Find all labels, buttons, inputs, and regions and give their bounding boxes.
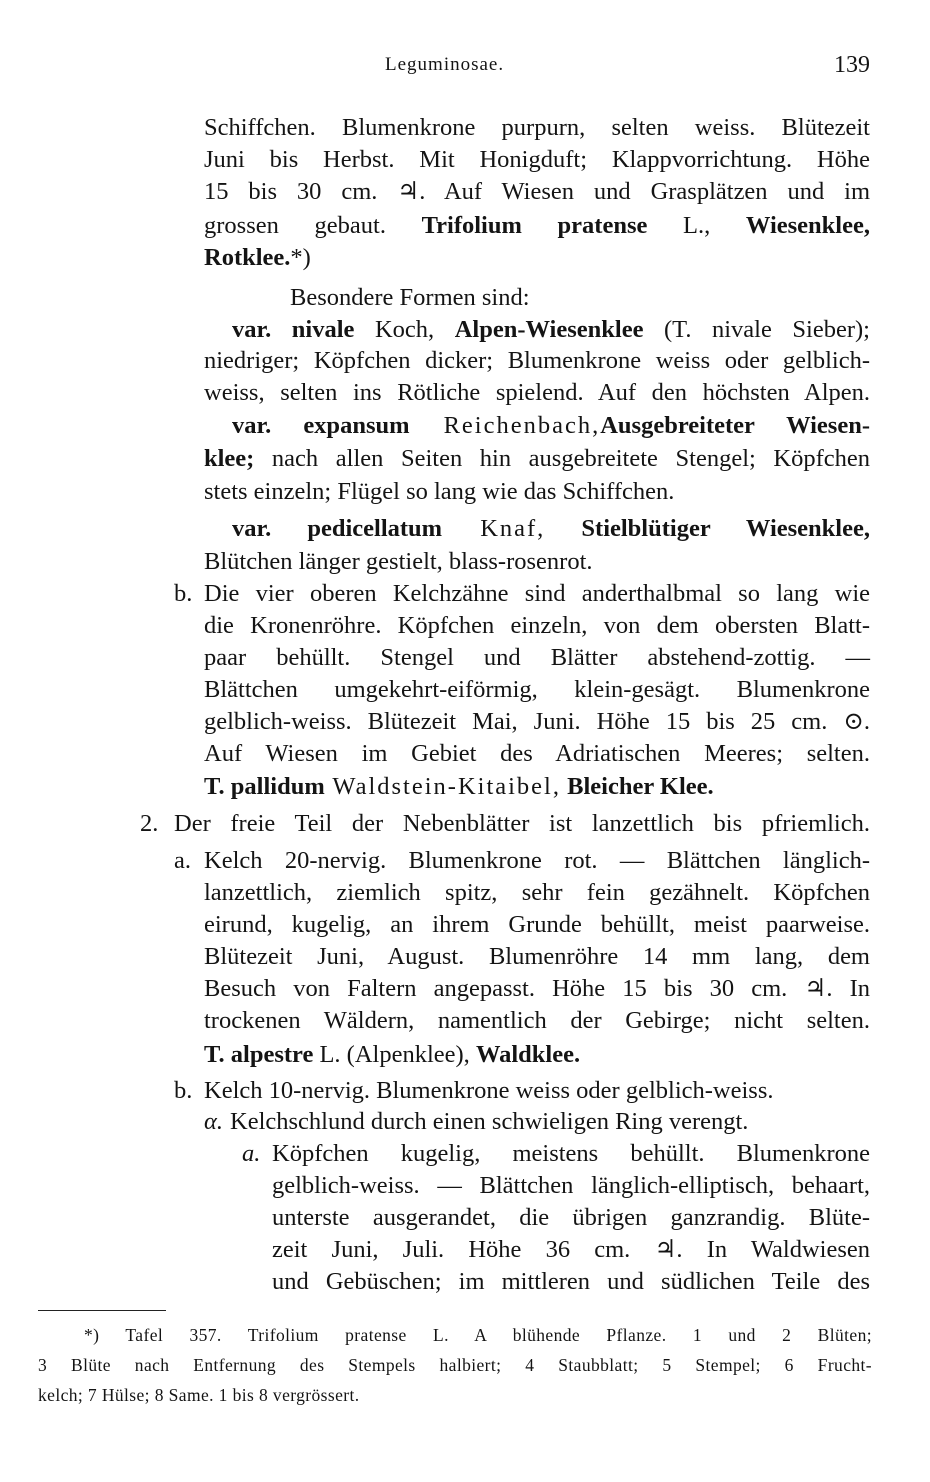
text-segment: gelblich-weiss. Blütezeit Mai, Juni. Höhe 15 bis 25 cm. ⊙.	[204, 708, 870, 735]
text-line	[204, 738, 870, 770]
text-line	[204, 144, 870, 176]
text-segment	[545, 515, 581, 542]
text-line	[232, 314, 870, 346]
item-label: a.	[174, 847, 191, 874]
item-label: b.	[174, 580, 193, 607]
text-line	[290, 282, 530, 314]
bold-term: var. pedicellatum	[232, 515, 443, 542]
bold-term: Stielblütiger Wiesenklee,	[581, 515, 870, 542]
bold-term: Rotklee.	[204, 244, 291, 271]
text-segment: trockenen Wäldern, namentlich der Gebirge; nicht selten.	[204, 1007, 870, 1034]
text-segment: 15 bis 30 cm. ♃. Auf Wiesen und Grasplätzen und im	[204, 178, 870, 205]
text-line	[204, 1039, 580, 1071]
text-line	[204, 377, 870, 409]
text-segment: Besondere Formen sind:	[290, 284, 530, 311]
text-segment: Blütchen länger gestielt, blass-rosenrot.	[204, 548, 593, 575]
text-line	[272, 1138, 870, 1170]
text-line	[204, 546, 593, 578]
text-segment: unterste ausgerandet, die übrigen ganzrandig. Blüte-	[272, 1204, 870, 1231]
text-segment: Der freie Teil der Nebenblätter ist lanzettlich bis pfriemlich.	[174, 810, 870, 837]
bold-term: var. nivale	[232, 316, 355, 343]
text-segment: Kelchschlund durch einen schwieligen Ring verengt.	[230, 1108, 749, 1135]
text-line	[232, 410, 870, 442]
footnote-line: *) Tafel 357. Trifolium pratense L. A blühende Pflanze. 1 und 2 Blüten;	[84, 1325, 872, 1345]
page-header	[0, 52, 930, 82]
footnote-line: kelch; 7 Hülse; 8 Same. 1 bis 8 vergrössert.	[38, 1385, 360, 1405]
text-segment: Knaf,	[442, 515, 546, 542]
running-title: Leguminosae.	[385, 54, 505, 75]
bold-term: T. alpestre	[204, 1041, 314, 1068]
text-line	[204, 476, 674, 508]
text-line	[204, 706, 870, 738]
text-segment: Reichenbach,	[409, 412, 601, 439]
text-segment: Waldstein-Kitaibel,	[324, 773, 561, 800]
bold-term: Bleicher Klee.	[567, 773, 714, 800]
text-segment: lanzettlich, ziemlich spitz, sehr fein gezähnelt. Köpfchen	[204, 879, 870, 906]
text-line	[204, 674, 870, 706]
text-segment: paar behüllt. Stengel und Blätter abstehend-zottig. —	[204, 644, 870, 671]
text-line	[272, 1202, 870, 1234]
bold-term: Alpen-Wiesenklee	[454, 316, 644, 343]
footnote-rule	[38, 1310, 166, 1311]
item-label: α.	[204, 1108, 223, 1135]
text-line	[272, 1266, 870, 1298]
text-segment: Besuch von Faltern angepasst. Höhe 15 bis 30 cm. ♃. In	[204, 975, 870, 1002]
text-line	[204, 176, 870, 208]
text-segment: L. (Alpenklee),	[313, 1041, 476, 1068]
bold-term: var. expansum	[232, 412, 410, 439]
item-label: 2.	[140, 810, 159, 837]
text-segment: (T. nivale Sieber);	[643, 316, 870, 343]
text-line	[204, 845, 870, 877]
text-line	[204, 1075, 773, 1107]
text-segment: die Kronenröhre. Köpfchen einzeln, von dem obersten Blatt-	[204, 612, 870, 639]
text-line	[204, 642, 870, 674]
bold-term: Trifolium pratense	[421, 212, 648, 239]
bold-term: Waldklee.	[475, 1041, 581, 1068]
text-segment: niedriger; Köpfchen dicker; Blumenkrone weiss oder gelblich-	[204, 347, 870, 374]
text-segment: stets einzeln; Flügel so lang wie das Schiffchen.	[204, 478, 675, 505]
text-segment: nach allen Seiten hin ausgebreitete Stengel; Köpfchen	[254, 445, 870, 472]
text-segment: Blütezeit Juni, August. Blumenröhre 14 mm lang, dem	[204, 943, 870, 970]
bold-term: T. pallidum	[204, 773, 325, 800]
text-segment: *)	[290, 244, 311, 271]
text-segment: Blättchen umgekehrt-eiförmig, klein-gesägt. Blumenkrone	[204, 676, 870, 703]
text-line	[204, 345, 870, 377]
text-segment: zeit Juni, Juli. Höhe 36 cm. ♃. In Waldwiesen	[272, 1236, 870, 1263]
text-segment: gelblich-weiss. — Blättchen länglich-elliptisch, behaart,	[272, 1172, 870, 1199]
text-segment: Kelch 20-nervig. Blumenkrone rot. — Blättchen länglich-	[204, 847, 870, 874]
text-segment: L.,	[647, 212, 746, 239]
text-line	[204, 443, 870, 475]
text-segment: Die vier oberen Kelchzähne sind anderthalbmal so lang wie	[204, 580, 870, 607]
text-line	[204, 210, 870, 242]
item-label: a.	[242, 1140, 261, 1167]
bold-term: klee;	[204, 445, 255, 472]
text-segment: eirund, kugelig, an ihrem Grunde behüllt, meist paarweise.	[204, 911, 870, 938]
text-line	[230, 1106, 748, 1138]
text-line	[204, 877, 870, 909]
text-line	[204, 1005, 870, 1037]
footnote-line: 3 Blüte nach Entfernung des Stempels halbiert; 4 Staubblatt; 5 Stempel; 6 Frucht-	[38, 1355, 872, 1375]
text-line	[204, 610, 870, 642]
text-segment: Schiffchen. Blumenkrone purpurn, selten weiss. Blütezeit	[204, 114, 870, 141]
bold-term: Ausgebreiteter Wiesen-	[600, 412, 870, 439]
bold-term: Wiesenklee,	[745, 212, 870, 239]
text-line	[204, 771, 714, 803]
text-line	[232, 513, 870, 545]
text-segment: Juni bis Herbst. Mit Honigduft; Klappvorrichtung. Höhe	[204, 146, 870, 173]
text-line	[204, 909, 870, 941]
text-line	[174, 808, 870, 840]
text-segment: Auf Wiesen im Gebiet des Adriatischen Meeres; selten.	[204, 740, 870, 767]
text-segment: Kelch 10-nervig. Blumenkrone weiss oder gelblich-weiss.	[204, 1077, 774, 1104]
text-line	[204, 941, 870, 973]
text-line	[204, 242, 311, 274]
text-segment: und Gebüschen; im mittleren und südlichen Teile des	[272, 1268, 870, 1295]
text-line	[272, 1170, 870, 1202]
text-line	[272, 1234, 870, 1266]
text-line	[204, 578, 870, 610]
page-number: 139	[834, 52, 870, 78]
item-label: b.	[174, 1077, 193, 1104]
text-line	[204, 112, 870, 144]
text-segment: Köpfchen kugelig, meistens behüllt. Blumenkrone	[272, 1140, 870, 1167]
text-segment: grossen gebaut.	[204, 212, 422, 239]
text-segment: weiss, selten ins Rötliche spielend. Auf den höchsten Alpen.	[204, 379, 870, 406]
text-line	[204, 973, 870, 1005]
text-segment: Koch,	[354, 316, 455, 343]
